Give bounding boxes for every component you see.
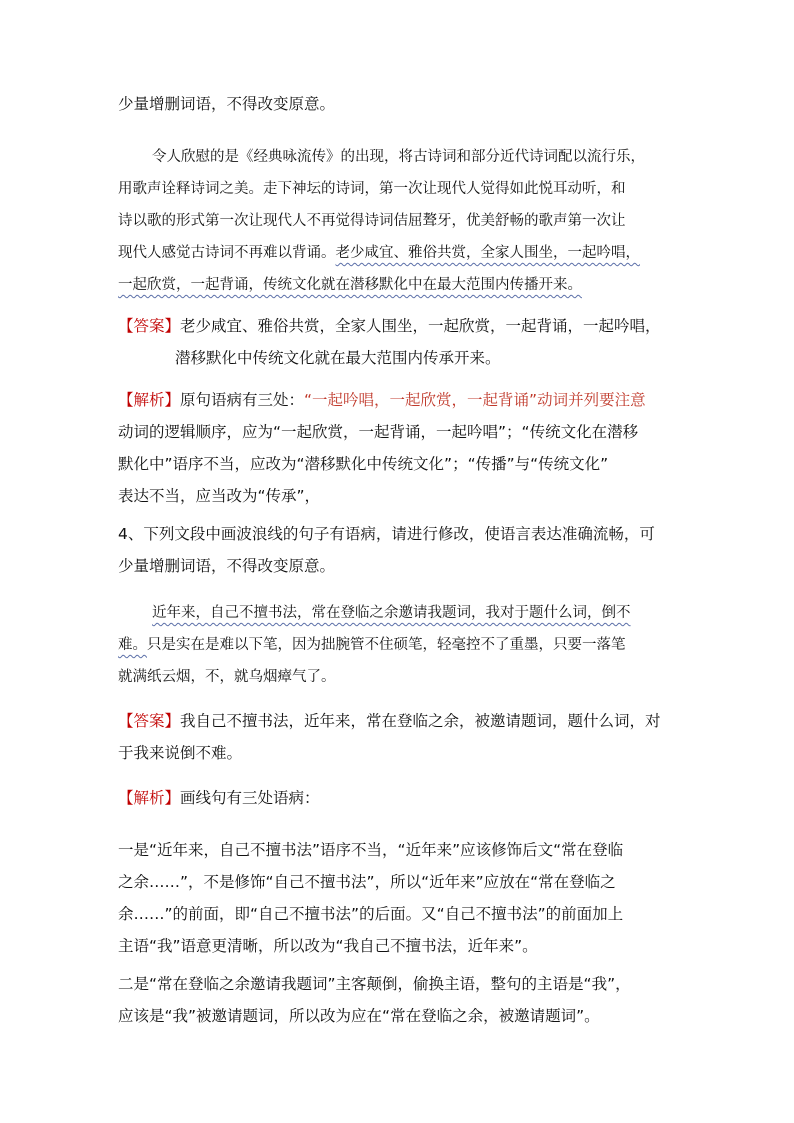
wavy-underlined-sentence: 老少咸宜、雅俗共赏，全家人围坐，一起吟唱， bbox=[335, 245, 640, 261]
wavy-underlined-sentence: 近年来，自己不擅书法，常在登临之余邀请我题词，我对于题什么词，倒不 bbox=[152, 605, 631, 621]
answer-tag: 【答案】 bbox=[118, 317, 181, 335]
q3-answer bbox=[118, 310, 678, 374]
q3-analysis bbox=[118, 384, 678, 512]
analysis-text: 表达不当，应当改为“传承”， bbox=[118, 487, 321, 505]
q3-question-tail bbox=[118, 88, 678, 120]
q4-point-1 bbox=[118, 834, 678, 962]
q4-question bbox=[118, 518, 678, 582]
analysis-text: 应该是“我”被邀请题词，所以改为应在“常在登临之余，被邀请题词”。 bbox=[118, 1007, 600, 1025]
analysis-text: 余……”的前面，即“自己不擅书法”的后面。又“自己不擅书法”的前面加上 bbox=[118, 905, 624, 923]
analysis-text: 主语“我”语意更清晰，所以改为“我自己不擅书法，近年来”。 bbox=[118, 937, 538, 955]
passage-line: 令人欣慰的是《经典咏流传》的出现，将古诗词和部分近代诗词配以流行乐， bbox=[152, 149, 645, 165]
question-text: 少量增删词语，不得改变原意。 bbox=[118, 557, 336, 575]
analysis-text: 动词的逻辑顺序，应为“一起欣赏，一起背诵，一起吟唱”；“传统文化在潜移 bbox=[118, 423, 639, 441]
answer-text: 于我来说倒不难。 bbox=[118, 744, 243, 762]
q4-passage bbox=[118, 597, 678, 693]
q3-passage bbox=[118, 141, 678, 301]
text-line: 少量增删词语，不得改变原意。 bbox=[118, 95, 336, 113]
analysis-text: 画线句有三处语病： bbox=[180, 789, 320, 807]
passage-line: 就满纸云烟，不，就乌烟瘴气了。 bbox=[118, 669, 336, 685]
analysis-tag: 【解析】 bbox=[118, 789, 181, 807]
answer-text: 潜移默化中传统文化就在最大范围内传承开来。 bbox=[175, 349, 501, 367]
plain-part: 只是实在是难以下笔，因为拙腕管不住硕笔，轻毫控不了重墨，只要一落笔 bbox=[147, 637, 626, 653]
wavy-underlined-sentence: 一起欣赏，一起背诵，传统文化就在潜移默化中在最大范围内传播开来。 bbox=[118, 277, 582, 293]
q4-answer bbox=[118, 705, 678, 769]
passage-line: 用歌声诠释诗词之美。走下神坛的诗词，第一次让现代人觉得如此悦耳动听，和 bbox=[118, 181, 626, 197]
passage-line: 诗以歌的形式第一次让现代人不再觉得诗词佶屈聱牙，优美舒畅的歌声第一次让 bbox=[118, 213, 626, 229]
answer-text: 我自己不擅书法，近年来，常在登临之余，被邀请题词，题什么词，对 bbox=[180, 712, 661, 730]
wavy-underlined-sentence: 难。 bbox=[118, 637, 147, 653]
q4-point-2 bbox=[118, 968, 678, 1032]
answer-text: 老少咸宜、雅俗共赏，全家人围坐，一起欣赏，一起背诵，一起吟唱， bbox=[180, 317, 661, 335]
passage-line bbox=[118, 237, 678, 269]
plain-part: 现代人感觉古诗词不再难以背诵。 bbox=[118, 245, 336, 261]
analysis-text: 之余……”，不是修饰“自己不擅书法”，所以“近年来”应放在“常在登临之 bbox=[118, 873, 616, 891]
analysis-highlight: “一起吟唱，一起欣赏，一起背诵”动词并列要注意 bbox=[304, 391, 646, 409]
analysis-text: 默化中”语序不当，应改为“潜移默化中传统文化”；“传播”与“传统文化” bbox=[118, 455, 609, 473]
analysis-text: 原句语病有三处： bbox=[180, 391, 305, 409]
q4-analysis bbox=[118, 782, 678, 814]
analysis-text: 一是“近年来，自己不擅书法”语序不当，“近年来”应该修饰后文“常在登临 bbox=[118, 841, 624, 859]
analysis-tag: 【解析】 bbox=[118, 391, 181, 409]
question-text: 4、下列文段中画波浪线的句子有语病，请进行修改，使语言表达准确流畅，可 bbox=[118, 525, 655, 543]
analysis-text: 二是“常在登临之余邀请我题词”主客颠倒，偷换主语，整句的主语是“我”， bbox=[118, 975, 631, 993]
answer-tag: 【答案】 bbox=[118, 712, 181, 730]
